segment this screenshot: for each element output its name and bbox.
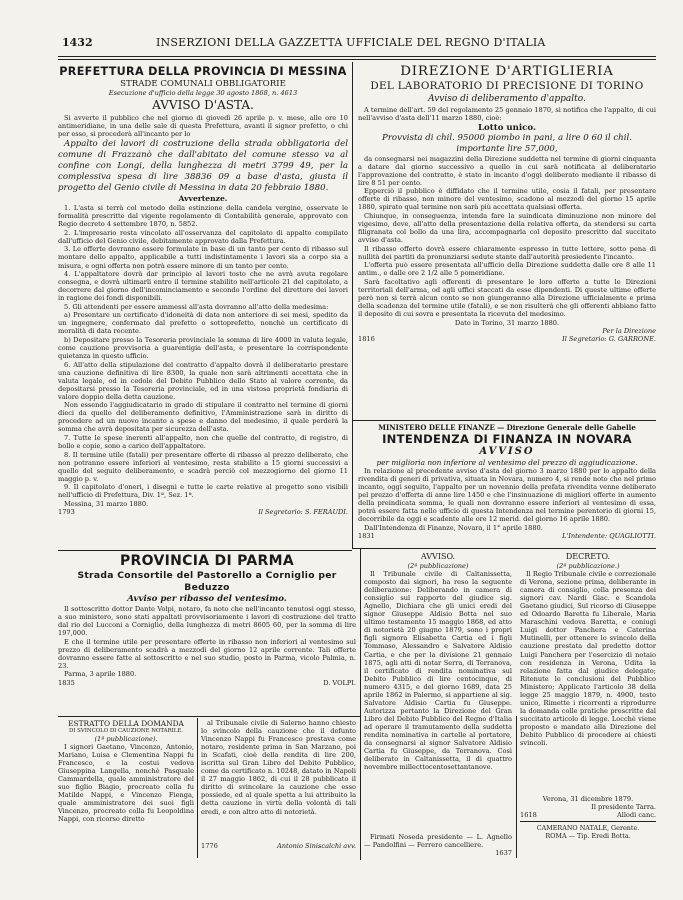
artiglieria-lot: Lotto unico. [477,122,536,133]
verona-president: Il presidente Tarra. [591,802,656,811]
estratto-body-right: al Tribunale civile di Salerno hanno chiesto lo svincolo della cauzione che il defunto Vincenzo Nappi fu Francesco prestava come notaro, residente prima in San Marzano, poi in Scafati, cioè della rendita di lire 200, iscritta sul Gran Libro del Debito Pubblico, come da certificato n. 10248, datato in Napoli il 27 maggio 1862, di cui il 28 pubblicato il diritto di svincolare la cauzione che esso possiede, ed al quale spetta a lui attribuito la detta cauzione in virtù della volontà di tali eredi, e con altro atto di notorietà. [201,719,356,816]
artiglieria-paragraph: Il ribasso offerto dovrà essere chiaramente espresso in tutte lettere, sotto pena di nullità dei partiti da pronunziarsi sedute stante dall'autorità presiedente l'incanto. [358,244,656,261]
caltanissetta-pub: (2ª pubblicazione) [407,562,469,570]
estratto-notice [58,719,194,859]
finanze-number: 1831 [358,532,375,541]
footer-printer: ROMA — Tip. Eredi Botta. [545,831,631,840]
estratto-pub: (1ª pubblicazione). [94,735,158,743]
section-rule [352,420,656,421]
verona-date: Verona, 31 dicembre 1879. [542,794,634,803]
artiglieria-subtitle: DEL LABORATORIO DI PRECISIONE DI TORINO [370,80,644,92]
estratto-title: ESTRATTO DELLA DOMANDA [68,719,184,728]
messina-paragraph: a) Presentare un certificato d'idoneità di data non anteriore di sei mesi, spedito da un ingegnere, confermato dal prefetto o sottoprefetto, nonchè un certificato di moralità di data recente. [58,311,348,336]
parma-date: Parma, 3 aprile 1880. [64,670,137,679]
messina-paragraph: b) Depositare presso la Tesoreria provinciale la somma di lire 4000 in valuta legale, come cauzione provvisoria a guarentigia dell'asta, e presentare la corrispondente quietanza in questo ufficio. [58,335,348,361]
finanze-notice [358,423,656,547]
column-divider [197,718,198,858]
verona-number: 1618 [520,810,537,819]
artiglieria-paragraph: Chiunque, in conseguenza, intenda fare la suindicata diminuzione non minore del vigesimo, deve, all'atto della presentazione della relativa offerta, da stendersi su carta filigranata col bollo da una lira, accompagnarla col deposito prescritto dal succitato avviso d'asta. [358,211,656,245]
parma-number: 1835 [58,678,75,687]
caltanissetta-notice [364,552,512,858]
finanze-body: In relazione al precedente avviso d'asta del giorno 3 marzo 1880 per lo appalto della rivendita di generi di privativa, situata in Novara, numero 4, si rende noto che nel primo incanto, oggi seguito, l'appalto per un novennio della prefata rivendita venne deliberato pel prezzo d'offerta di anne lire 1450 e che l'insinuazione di migliori offerte in aumento della preindicata somma, le quali non dovranno essere inferiori al ventesimo di essa, potrà essere fatta nello ufficio di questa Intendenza nel termine perentorio di giorni 15, decorribile da oggi e scadente alle ore 12 merid. del giorno 16 aprile 1880. [358,467,656,524]
messina-title: PREFETTURA DELLA PROVINCIA DI MESSINA [59,65,347,78]
caltanissetta-body: Il Tribunale civile di Caltanissetta, composto dai signori, ha reso la seguente deliberazione: Deliberando in camera di consiglio sul rapporto del giudice sig. Agnello, Dichiara che gli unici eredi del signor Giuseppe Aldisio Botta nel suo ultimo testamento 15 maggio 1868, ed atto di notorietà 20 giugno 1879, sono i propri figli signora Elisabetta Cartia ed i figli Tommaso, Alessandro e Salvatore Aldisio Cartia, e che per la divisione 21 gennaio 1875, agli atti di notar Serra, di Terranova, il certificato di rendita nominativa sul Debito Pubblico di lire centocinque, di numero 4315, e del giorno 1689, data 25 aprile 1862 in Palermo, si appartiene al sig. Salvatore Aldisio Cartia fu Giuseppe. Autorizza pertanto la Direzione del Gran Libro del Debito Pubblico del Regno d'Italia ad operare il tramutamento della suddetta rendita nominativa in cartelle al portatore, da consegnarsi al signor Salvatore Aldisio Cartia fu Giuseppe, da Terranova. Così deliberato in Caltanissetta, il di quattro novembre millecttocentosettantanove. [364,570,512,772]
messina-heading: AVVISO D'ASTA. [152,98,254,113]
section-rule [58,550,352,551]
header-rule [58,56,656,57]
header-rule-double [58,59,656,60]
artiglieria-intro: A termine dell'art. 59 del regolamento 25 gennaio 1870, si notifica che l'appalto, di cui nell'avviso d'asta dell'11 marzo 1880, cioè: [358,106,656,123]
verona-title: DECRETO. [565,552,611,561]
estratto-signature: Antonio Siniscalchi avv. [277,841,356,850]
parma-signature: D. VOLPI. [323,678,356,687]
artiglieria-notice [358,64,656,418]
page-number: 1432 [62,36,93,49]
artiglieria-number: 1816 [358,335,375,344]
finanze-signature: L'Intendente: QUAGLIOTTI. [562,532,656,541]
artiglieria-paragraph: L'offerta può essere presentata all'ufficio della Direzione suddetta dalle ore 8 alle 11 antim., e dalle ore 2 1/2 alle 5 pomeridiane. [358,261,656,278]
messina-paragraph: 1. L'asta si terrà col metodo della estinzione della candela vergine, osservate le formalità prescritte dal vigente regolamento di Contabilità generale, approvato con Regio decreto 4 settembre 1870, n. 5852. [58,204,348,229]
footer-gerente: CAMERANO NATALE, Gerente. [536,823,640,832]
page-header [44,36,664,54]
messina-paragraph: 7. Tutte le spese inerenti all'appalto, non che quelle del contratto, di registro, di bollo e copie, sono a carico dell'appaltatore. [58,434,348,451]
verona-body: Il Regio Tribunale civile e correzionale di Verona, sezione prima, deliberante in camera di consiglio, colla presenza dei signori cav. Nardi Giac. e Scandola Gaetano giudici, Sul ricorso di Giuseppe ed Odoardo Baretta fu Liberale, Maria Maraschini vedova Baretta, e coniugi Luigi dottor Panchera e Caterina Mutinelli, per ottenere lo svincolo della cauzione prestata dal predetto dottor Luigi Panchera per l'esercizio di notaio con residenza in Verona, Udita la relazione fatta dal giudice delegato; Ritenute le conclusioni del Pubblico Ministero; Applicato l'articolo 38 della legge 25 maggio 1879, n. 4900, testo unico, Rimette i ricorrenti a riprodurre la domanda colle pratiche prescritte dal succitato articolo di legge. Locchè viene proposto e mandato alla Direzione del Debito Pubblico di procedere ai chiesti svincoli. [520,570,656,748]
finanze-heading: AVVISO [479,446,535,457]
finanze-signature-row [358,532,656,540]
finanze-date: Dall'Intendenza di Finanze, Novara, il 1° aprile 1880. [364,523,543,532]
estratto-body-left: I signori Gaetano, Vincenzo, Antonio, Mariano, Luisa e Clementina Nappi fu Francesco, e la costui vedova Giuseppina Langella, nonchè Pasquale Cammardella, quale amministratore del suo figlio Biagio, procreato colla fu Matilde Nappi, e Vincenzo Fienga, quale amministratore dei suoi figli Vincenzo, procreato colla fu Leopoldina Nappi, con ricorso diretto [58,743,194,824]
parma-paragraph: Il sottoscritto dottor Dante Volpi, notaro, fa noto che nell'incanto tenutosi oggi stesso, a suo ministero, sono stati appaltati provvisoriamente i lavori di costruzione del tratto dal rio del Lucconi a Corniglio, della lunghezza di metri 8605 60, per la somma di lire 197,000. [58,605,356,638]
estratto-notice-continued [201,719,356,859]
parma-paragraph: E che il termine utile per presentare offerte in ribasso non inferiori al ventesimo sul prezzo di deliberamento scadrà a mezzodì del giorno 12 aprile corrente. Tali offerte dovranno essere fatte al sottoscritto e nel suo studio, posto in Parma, vicolo Palmia, n. 23. [58,637,356,670]
messina-paragraph: 4. L'appaltatore dovrà dar principio al lavori tosto che ne avrà avuta regolare consegna, e dovrà ultimarli entro il termine stabilito nell'articolo 21 del capitolato, a decorrere dal giorno dell'incominciamento e secondo l'ordine del direttore dei lavori in ragione dei fondi disponibili. [58,270,348,303]
estratto-number: 1776 [201,841,218,850]
artiglieria-paragraph: Sarà facoltativo agli offerenti di presentare le loro offerte a tutte le Direzioni territoriali dell'arma, od agli uffici staccati da esse dipendenti. Di queste ultime offerte però non si terrà alcun conto se non giungeranno alla Direzione ufficialmente e prima della scadenza del termine utile (fatali), e se non risulterà che gli offerenti abbiano fatto il deposito di cui sovra e presentata la ricevuta del medesimo. [358,277,656,318]
artiglieria-title: DIREZIONE D'ARTIGLIERIA [400,64,614,79]
section-rule [352,548,656,549]
artiglieria-supply: Provvista di chil. 95000 piombo in pani, a lire 0 60 il chil. importante lire 57,000, [382,132,632,154]
parma-title: PROVINCIA DI PARMA [120,553,294,569]
artiglieria-heading: Avviso di deliberamento d'appalto. [428,94,586,104]
finanze-subheading: per miglioria non inferiore al ventesimo del prezzo di aggiudicazione. [376,458,638,467]
artiglieria-paragraph: Epperciò il pubblico è diffidato che il termine utile, cosia il fatali, per presentare offerte di ribasso, non minore del ventesimo, scadono al mezzodì del giorno 15 aprile 1880, spirato qual termine non sarà più accettata qualsiasi offerta. [358,187,656,212]
verona-signature-row [520,811,656,819]
messina-execution: Esecuzione d'ufficio della legge 30 agosto 1868, n. 4613 [108,89,298,97]
section-rule [58,716,360,717]
messina-paragraph: 9. Il capitolato d'oneri, i disegni e tutte le carte relative al progetto sono visibili nell'ufficio di Prefettura, Div. 1ª, Sez. 1ª. [58,483,348,500]
messina-paragraph: 5. Gli attendenti per essere ammessi all'asta dovranno all'atto della medesima: [64,302,329,311]
artiglieria-paragraph: da consegnarsi nei magazzini della Direzione suddetta nel termine di giorni cinquanta a datare dal giorno successivo a quello in cui sarà notificata al deliberatario l'approvazione del contratto, è stato in incanto d'oggi deliberato mediante il ribasso di lire 8 51 per cento. [358,154,656,187]
estratto-signature-row [201,842,356,850]
messina-paragraph: Non essendo l'aggiudicatario in grado di stipulare il contratto nel termine di giorni dieci da quello del deliberamento definitivo, l'Amministrazione sarà in diritto di procedere ad un nuovo incanto a spese e danno del medesimo, il quale perderà la somma che avrà depositata per sicurezza dell'asta. [58,401,348,434]
parma-subtitle: Strada Consortile del Pastorello a Corniglio per Beduzzo [77,570,337,593]
messina-intro: Si avverte il pubblico che nel giorno di giovedì 26 aprile p. v. mese, alle ore 10 antimeridiane, in una delle sale di questa Prefettura, avanti il signor prefetto, o chi per esso, si procederà all'incanto per lo [58,114,348,139]
messina-paragraph: 6. All'atto della stipulazione del contratto d'appalto dovrà il deliberatario prestare una cauzione definitiva di lire 8300, la quale non sarà altrimenti accettata che in valuta legale, od in cedole del Debito Pubblico dello Stato al valore corrente, da depositarsi presso la Tesoreria provinciale, ed in una vistosa proprietà fondiaria di valore doppio della detta cauzione. [58,360,348,401]
footer-rule [520,821,656,822]
estratto-subtitle: DI SVINCOLO DI CAUZIONE NOTARILE. [69,728,183,734]
messina-warnings-heading: Avvertenze. [178,194,228,204]
messina-signature-row [58,508,348,516]
caltanissetta-title: AVVISO. [420,552,456,561]
messina-signature: Il Segretario: S. FERAUDI. [258,508,348,517]
messina-paragraph: 8. Il termine utile (fatali) per presentare offerte di ribasso al prezzo deliberato, che non potranno essere inferiori al ventesimo, resta stabilito a 15 giorni successivi a quello del seguito deliberamento, e scadrà perciò col mezzogiorno del giorno 11 maggio p. v. [58,450,348,483]
messina-number: 1793 [58,508,75,517]
finanze-title: INTENDENZA DI FINANZA IN NOVARA [382,432,632,446]
caltanissetta-signers: Firmati Noseda presidente — L. Agnello — Pandolfini — Ferrero cancelliere. [364,832,512,849]
artiglieria-signature-row [358,335,656,343]
verona-pub: (2ª pubblicazione.) [556,562,620,570]
artiglieria-for: Per la Direzione [602,327,656,336]
messina-object: Appalto dei lavori di costruzione della strada obbligatoria del comune di Frazzanò che dall'abitato del comune stesso va al confine con Longi, della lunghezza di metri 3799 49, per la complessiva spesa di lire 38836 09 a base d'asta, giusta il progetto del Genio civile di Messina in data 20 febbraio 1880. [58,138,348,193]
column-divider [516,716,517,858]
verona-decree [520,552,656,858]
parma-heading: Avviso per ribasso del ventesimo. [127,594,287,604]
artiglieria-date: Dato in Torino, 31 marzo 1880. [454,318,560,327]
messina-subtitle: STRADE COMUNALI OBBLIGATORIE [120,79,286,89]
artiglieria-signature: Il Segretario: G. GARRONE. [562,335,656,344]
messina-date: Messina, 31 marzo 1880. [64,499,149,508]
messina-paragraph: 2. L'impresario resta vincolato all'osservanza del capitolato di appalto compilato dall'ufficio del Genio civile, debitamente approvato dalla Prefettura. [58,228,348,245]
parma-signature-row [58,679,356,687]
verona-clerk: Allodi canc. [616,810,656,819]
caltanissetta-number: 1637 [495,849,512,858]
column-divider [360,548,361,860]
parma-notice [58,553,356,715]
gazette-title: INSERZIONI DELLA GAZZETTA UFFICIALE DEL REGNO D'ITALIA [156,36,546,49]
finanze-ministry: MINISTERO DELLE FINANZE — Direzione Generale delle Gabelle [378,423,636,432]
messina-notice [58,64,348,550]
column-divider [352,62,353,548]
messina-paragraph: 3. Le offerte dovranno essere formulate in base di un tanto per cento di ribasso sul montare dello appalto, applicabile a tutti indistintamente i lavori sia a corpo sia a misura, e ogni offerta non potrà essere minore di un tanto per cento. [58,245,348,270]
